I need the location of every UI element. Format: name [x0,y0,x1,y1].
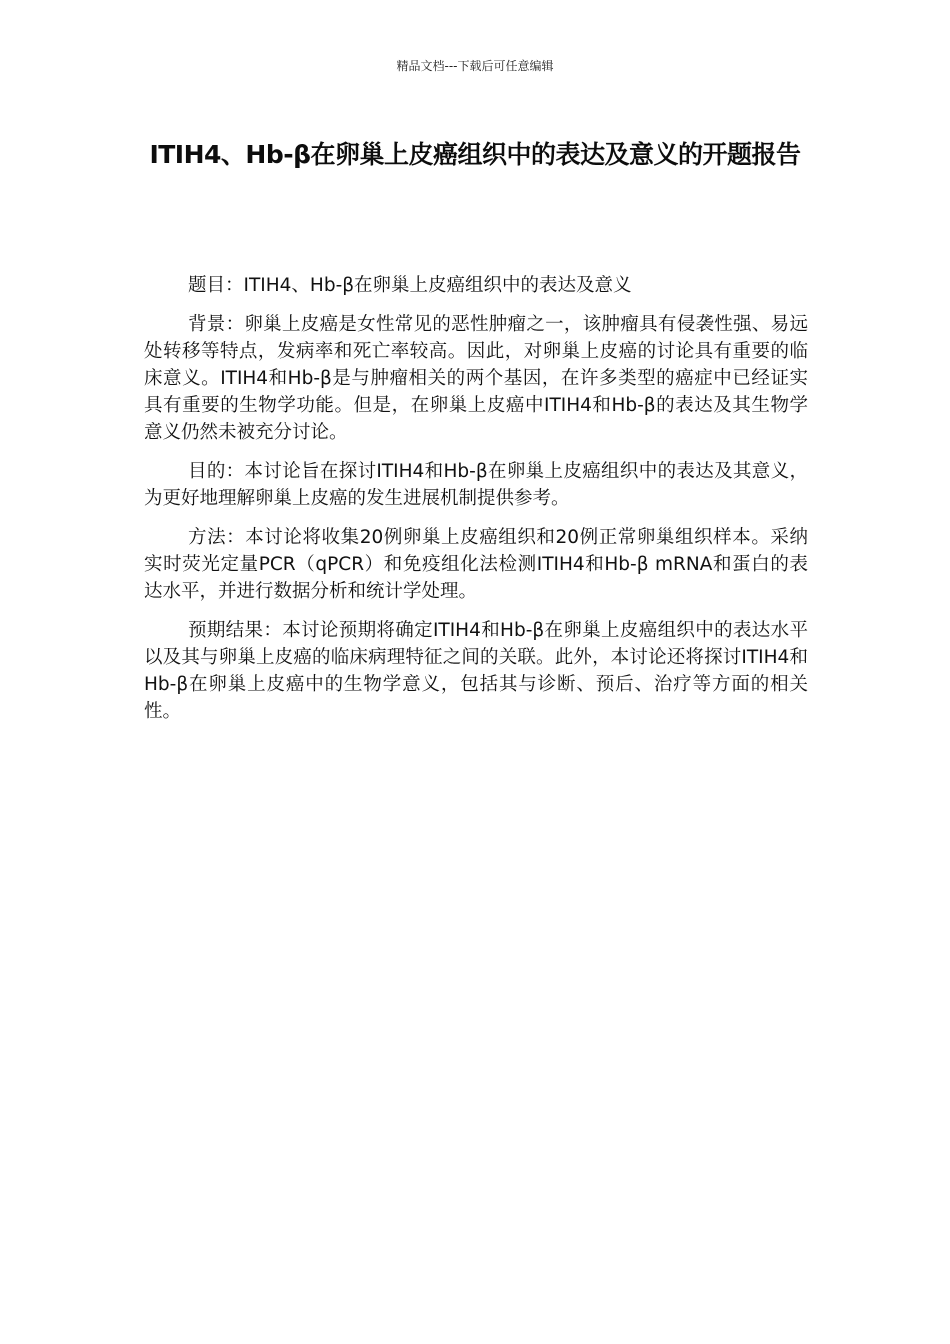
section-purpose-text: 本讨论旨在探讨ITIH4和Hb-β在卵巢上皮癌组织中的表达及其意义，为更好地理解卵巢上皮癌的发生进展机制提供参考。 [144,461,808,509]
header-note: 精品文档---下载后可任意编辑 [396,59,554,73]
section-methods-label: 方法： [188,527,246,548]
document-title: ITIH4、Hb-β在卵巢上皮癌组织中的表达及意义的开题报告 [149,140,801,169]
section-topic [144,272,808,299]
section-background-text: 卵巢上皮癌是女性常见的恶性肿瘤之一，该肿瘤具有侵袭性强、易远处转移等特点，发病率和死亡率较高。因此，对卵巢上皮癌的讨论具有重要的临床意义。ITIH4和Hb-β是与肿瘤相关的两个基因，在许多类型的癌症中已经证实具有重要的生物学功能。但是，在卵巢上皮癌中ITIH4和Hb-β的表达及其生物学意义仍然未被充分讨论。 [144,314,808,443]
section-purpose [144,458,808,512]
section-expected-results [144,617,808,725]
section-purpose-label: 目的： [188,461,245,482]
section-expected-results-text: 本讨论预期将确定ITIH4和Hb-β在卵巢上皮癌组织中的表达水平以及其与卵巢上皮癌的临床病理特征之间的关联。此外，本讨论还将探讨ITIH4和Hb-β在卵巢上皮癌中的生物学意义，包括其与诊断、预后、治疗等方面的相关性。 [144,620,808,722]
section-methods-text: 本讨论将收集20例卵巢上皮癌组织和20例正常卵巢组织样本。采纳实时荧光定量PCR（qPCR）和免疫组化法检测ITIH4和Hb-β mRNA和蛋白的表达水平，并进行数据分析和统计学处理。 [144,527,808,602]
section-expected-results-label: 预期结果： [188,620,283,641]
section-topic-text: ITIH4、Hb-β在卵巢上皮癌组织中的表达及意义 [243,275,632,296]
section-topic-label: 题目： [188,275,244,296]
section-background-label: 背景： [188,314,245,335]
section-background [144,311,808,446]
section-methods [144,524,808,605]
document-body [144,272,808,737]
